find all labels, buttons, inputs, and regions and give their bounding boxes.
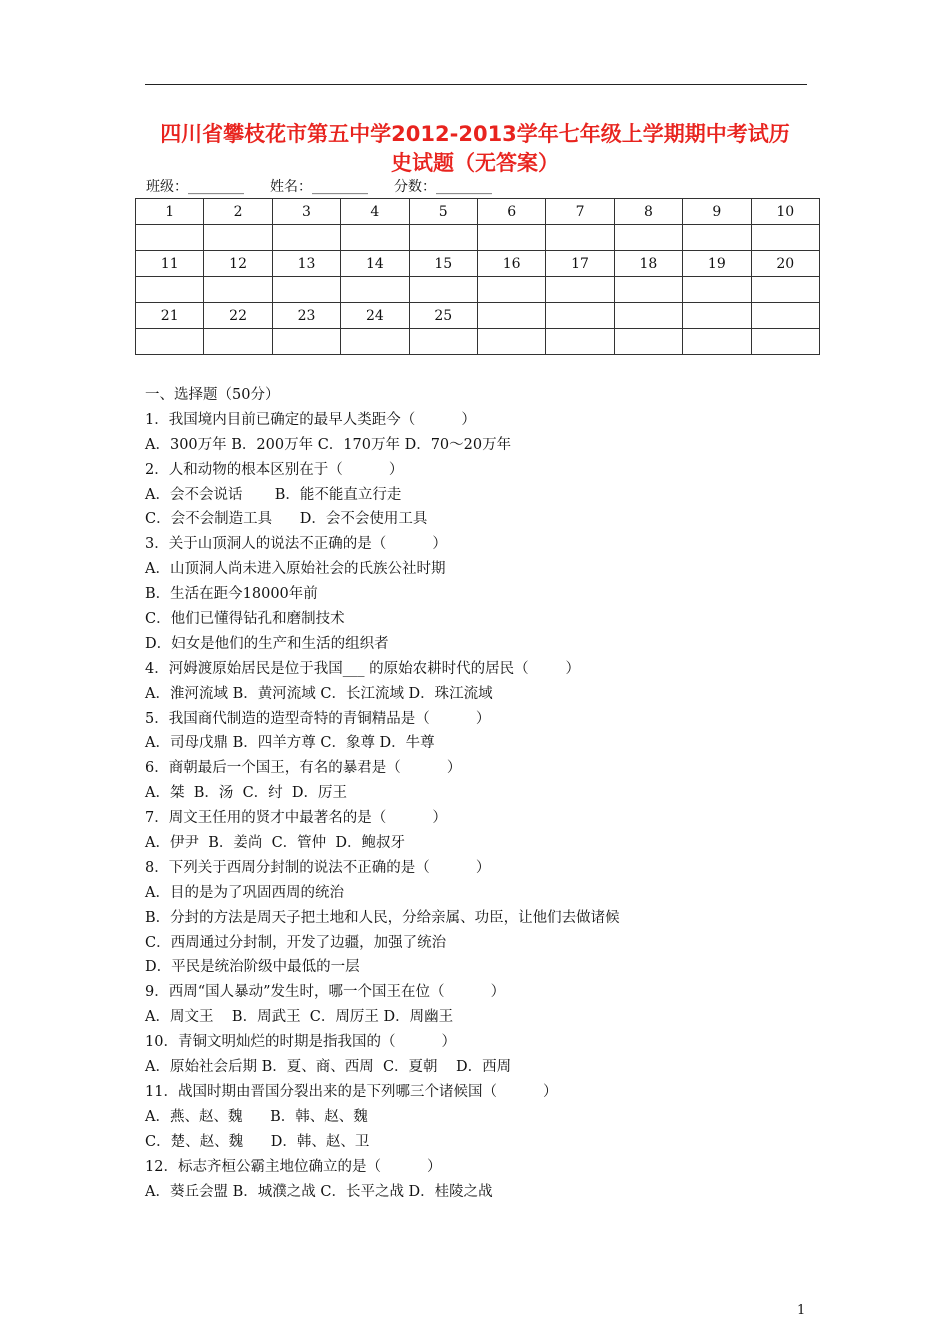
question-number-cell: 16 [477, 251, 545, 277]
question-number-cell: 25 [409, 303, 477, 329]
question-line: A．伊尹 B．姜尚 C．管仲 D．鲍叔牙 [145, 835, 406, 852]
class-field-label: 班级：________ [146, 179, 244, 195]
top-rule [145, 84, 807, 85]
answer-cell[interactable] [477, 329, 545, 355]
answer-cell[interactable] [614, 329, 682, 355]
answer-cell[interactable] [683, 225, 751, 251]
answer-number-row [136, 251, 820, 277]
answer-cell[interactable] [546, 329, 614, 355]
question-number-cell: 4 [341, 199, 409, 225]
question-number-cell: 18 [614, 251, 682, 277]
question-number-cell: 17 [546, 251, 614, 277]
question-line: 12．标志齐桓公霸主地位确立的是（ ） [145, 1158, 442, 1175]
answer-cell[interactable] [409, 277, 477, 303]
answer-cell[interactable] [341, 225, 409, 251]
question-line: B．生活在距今18000年前 [145, 586, 318, 603]
answer-cell[interactable] [546, 277, 614, 303]
question-line: A．会不会说话 B．能不能直立行走 [145, 486, 402, 503]
question-line: 9．西周“国人暴动”发生时，哪一个国王在位（ ） [145, 984, 506, 1001]
answer-cell[interactable] [614, 225, 682, 251]
answer-cell[interactable] [683, 329, 751, 355]
answer-cell[interactable] [546, 225, 614, 251]
question-line: D．妇女是他们的生产和生活的组织者 [145, 635, 389, 652]
question-line: A．原始社会后期 B．夏、商、西周 C．夏朝 D．西周 [145, 1059, 512, 1076]
question-line: 1．我国境内目前已确定的最早人类距今（ ） [145, 411, 476, 428]
question-number-cell: 22 [204, 303, 272, 329]
answer-cell[interactable] [272, 277, 340, 303]
question-line: A．淮河流域 B．黄河流域 C．长江流域 D．珠江流域 [145, 685, 493, 702]
name-field-label: 姓名：________ [270, 179, 368, 195]
answer-cell[interactable] [477, 225, 545, 251]
question-line: A．目的是为了巩固西周的统治 [145, 884, 344, 901]
question-number-cell: 9 [683, 199, 751, 225]
question-line: C．西周通过分封制，开发了边疆，加强了统治 [145, 934, 447, 951]
score-field-label: 分数：________ [394, 179, 492, 195]
question-line: A．300万年 B．200万年 C．170万年 D．70～20万年 [145, 436, 512, 453]
answer-cell[interactable] [477, 277, 545, 303]
question-number-cell: 2 [204, 199, 272, 225]
question-number-cell: 13 [272, 251, 340, 277]
question-line: 2．人和动物的根本区别在于（ ） [145, 461, 404, 478]
answer-cell[interactable] [204, 329, 272, 355]
section-heading: 一、选择题（50分） [145, 387, 280, 403]
question-number-cell: 6 [477, 199, 545, 225]
answer-cell[interactable] [751, 329, 819, 355]
question-number-cell: 20 [751, 251, 819, 277]
question-line: A．山顶洞人尚未进入原始社会的氏族公社时期 [145, 561, 446, 578]
question-line: 5．我国商代制造的造型奇特的青铜精品是（ ） [145, 710, 491, 727]
question-line: B．分封的方法是周天子把土地和人民，分给亲属、功臣，让他们去做诸候 [145, 909, 620, 926]
answer-cell[interactable] [341, 329, 409, 355]
question-list [145, 383, 825, 1204]
answer-cell[interactable] [751, 225, 819, 251]
answer-cell[interactable] [136, 277, 204, 303]
question-number-cell: 10 [751, 199, 819, 225]
answer-cell[interactable] [614, 277, 682, 303]
question-number-cell: 8 [614, 199, 682, 225]
question-line: 8．下列关于西周分封制的说法不正确的是（ ） [145, 859, 491, 876]
question-number-cell: 23 [272, 303, 340, 329]
answer-blank-row [136, 277, 820, 303]
question-number-cell [614, 303, 682, 329]
question-line: A．桀 B．汤 C．纣 D．厉王 [145, 785, 348, 802]
question-number-cell: 5 [409, 199, 477, 225]
question-number-cell: 19 [683, 251, 751, 277]
answer-number-row [136, 303, 820, 329]
question-number-cell: 21 [136, 303, 204, 329]
question-line: C．楚、赵、魏 D．韩、赵、卫 [145, 1133, 370, 1150]
question-line: A．周文王 B．周武王 C．周厉王 D．周幽王 [145, 1009, 454, 1026]
question-line: 3．关于山顶洞人的说法不正确的是（ ） [145, 536, 447, 553]
question-number-cell: 15 [409, 251, 477, 277]
question-line: 4．河姆渡原始居民是位于我国___ 的原始农耕时代的居民（ ） [145, 660, 580, 677]
question-number-cell [477, 303, 545, 329]
question-number-cell [683, 303, 751, 329]
title-line-2: 史试题（无答案） [391, 151, 559, 175]
question-number-cell [546, 303, 614, 329]
answer-cell[interactable] [751, 277, 819, 303]
question-line: 7．周文王任用的贤才中最著名的是（ ） [145, 810, 447, 827]
question-line: 6．商朝最后一个国王，有名的暴君是（ ） [145, 760, 462, 777]
answer-cell[interactable] [136, 225, 204, 251]
answer-cell[interactable] [341, 277, 409, 303]
question-line: A．司母戊鼎 B．四羊方尊 C．象尊 D．牛尊 [145, 735, 435, 752]
answer-cell[interactable] [204, 277, 272, 303]
question-line: 11．战国时期由晋国分裂出来的是下列哪三个诸候国（ ） [145, 1083, 558, 1100]
answer-number-row [136, 199, 820, 225]
question-line: C．会不会制造工具 D．会不会使用工具 [145, 511, 428, 528]
question-number-cell: 7 [546, 199, 614, 225]
answer-cell[interactable] [272, 225, 340, 251]
question-number-cell: 1 [136, 199, 204, 225]
answer-cell[interactable] [204, 225, 272, 251]
page-number: 1 [797, 1303, 806, 1318]
question-number-cell [751, 303, 819, 329]
question-number-cell: 11 [136, 251, 204, 277]
page-title [140, 120, 810, 178]
answer-table [135, 198, 820, 355]
answer-cell[interactable] [409, 225, 477, 251]
question-line: 10．青铜文明灿烂的时期是指我国的（ ） [145, 1034, 457, 1051]
question-number-cell: 12 [204, 251, 272, 277]
student-info [146, 178, 492, 196]
answer-cell[interactable] [409, 329, 477, 355]
question-line: D．平民是统治阶级中最低的一层 [145, 959, 360, 976]
answer-cell[interactable] [136, 329, 204, 355]
answer-cell[interactable] [683, 277, 751, 303]
title-line-1: 四川省攀枝花市第五中学2012-2013学年七年级上学期期中考试历 [160, 122, 790, 146]
question-line: C．他们已懂得钻孔和磨制技术 [145, 611, 345, 628]
answer-blank-row [136, 225, 820, 251]
question-line: A．葵丘会盟 B．城濮之战 C．长平之战 D．桂陵之战 [145, 1183, 493, 1200]
question-number-cell: 14 [341, 251, 409, 277]
answer-blank-row [136, 329, 820, 355]
question-number-cell: 24 [341, 303, 409, 329]
question-number-cell: 3 [272, 199, 340, 225]
answer-cell[interactable] [272, 329, 340, 355]
question-line: A．燕、赵、魏 B．韩、赵、魏 [145, 1108, 368, 1125]
